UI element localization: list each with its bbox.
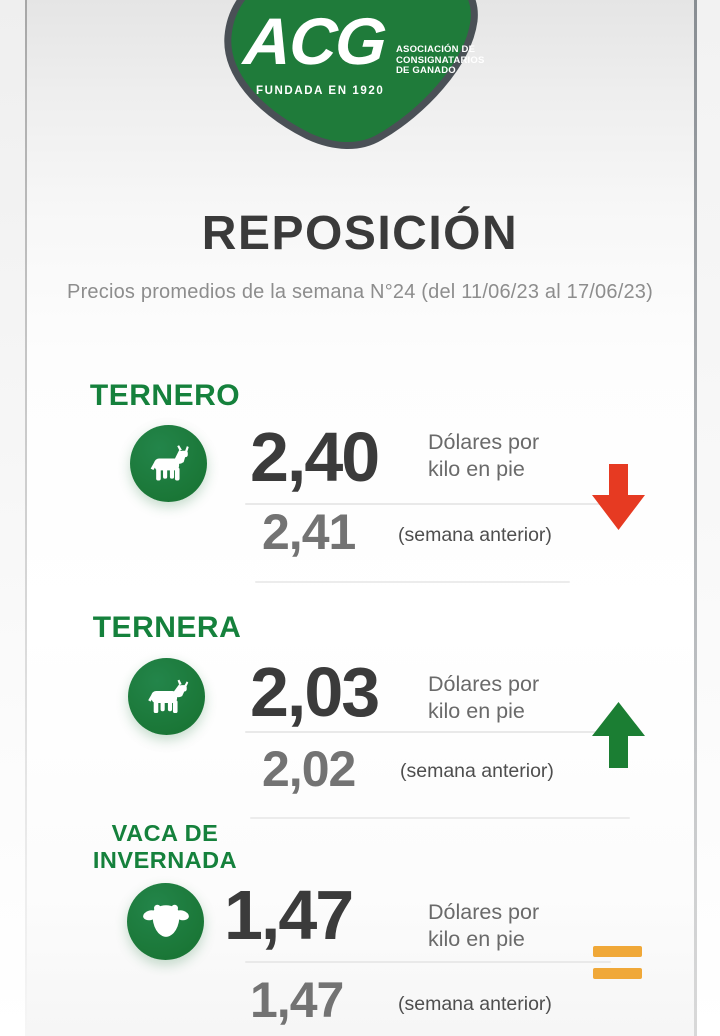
logo-organization-name: ASOCIACIÓN DE CONSIGNATARIOS DE GANADO xyxy=(396,44,485,76)
left-frame-line xyxy=(25,0,27,1036)
section-title: VACA DE INVERNADA xyxy=(92,820,238,873)
trend-equal-icon xyxy=(593,968,642,979)
current-price: 1,47 xyxy=(224,876,353,954)
price-unit-label: Dólares por kilo en pie xyxy=(428,900,540,951)
previous-week-label: (semana anterior) xyxy=(398,524,552,546)
cow-head-icon xyxy=(127,883,204,960)
price-unit-label: Dólares por kilo en pie xyxy=(428,430,540,481)
price-divider xyxy=(245,961,611,963)
section-title: TERNERO xyxy=(89,379,241,412)
previous-week-label: (semana anterior) xyxy=(398,993,552,1015)
price-unit-label: Dólares por kilo en pie xyxy=(428,672,540,723)
trend-down-arrow-icon xyxy=(592,464,645,535)
trend-equal-icon xyxy=(593,946,642,957)
section-title: TERNERA xyxy=(92,611,242,644)
previous-price: 2,02 xyxy=(262,741,356,797)
section-separator xyxy=(255,581,570,583)
acg-logo xyxy=(218,0,486,153)
right-frame-line xyxy=(694,0,697,1036)
logo-acronym: ACG xyxy=(241,4,388,78)
logo-founded-text: FUNDADA EN 1920 xyxy=(256,85,385,97)
right-margin-strip xyxy=(697,0,720,1036)
trend-up-arrow-icon xyxy=(592,702,645,773)
current-price: 2,03 xyxy=(250,653,379,731)
section-separator xyxy=(250,817,630,819)
page-subtitle: Precios promedios de la semana N°24 (del 11/06/23 al 17/06/23) xyxy=(67,281,653,303)
left-margin-strip xyxy=(0,0,25,1036)
price-divider xyxy=(245,731,601,733)
previous-price: 2,41 xyxy=(262,504,356,560)
calf-icon xyxy=(130,425,207,502)
current-price: 2,40 xyxy=(250,418,379,496)
previous-week-label: (semana anterior) xyxy=(400,760,554,782)
previous-price: 1,47 xyxy=(250,972,344,1028)
cow-icon xyxy=(128,658,205,735)
page-title: REPOSICIÓN xyxy=(201,207,519,260)
